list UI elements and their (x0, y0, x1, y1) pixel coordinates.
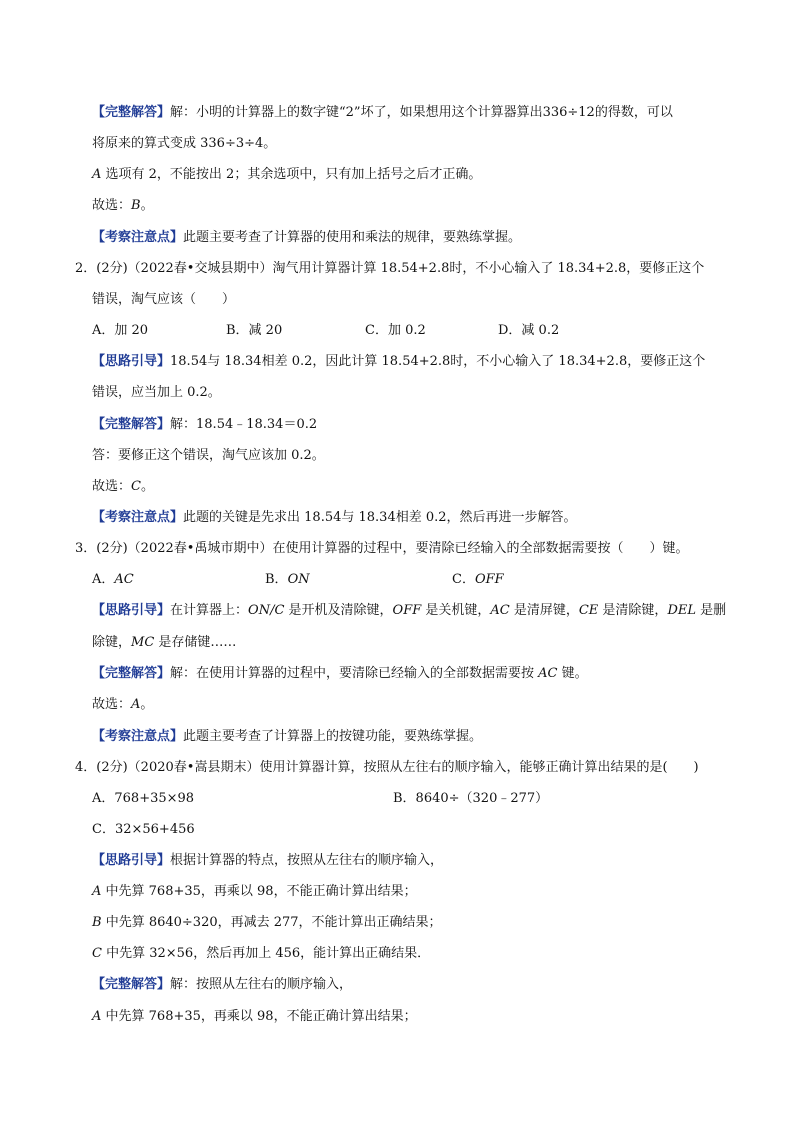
section-tag: 【完整解答】 (92, 105, 171, 120)
q3-option-b-text: ON (287, 572, 310, 587)
text-span: 此题主要考查了计算器上的按键功能，要熟练掌握。 (183, 729, 483, 744)
section-tag: 【考察注意点】 (92, 230, 184, 245)
text-line (92, 696, 153, 714)
text-line (92, 821, 195, 839)
q3-option-a (92, 571, 134, 589)
text-line (92, 914, 442, 932)
text-span: 是关机键， (421, 603, 491, 618)
italic-term: A (92, 167, 102, 182)
text-span: 中先算 8640÷320，再减去 277，不能计算出正确结果； (101, 915, 442, 930)
text-line (92, 135, 276, 153)
text-span: 3．(2分)（2022春•禹城市期中）在使用计算器的过程中，要清除已经输入的全部数据需要按（ ）键。 (75, 541, 689, 556)
text-line (92, 104, 673, 122)
q4-option-b: B．8640÷（320﹣277） (393, 791, 549, 806)
text-line (92, 852, 443, 870)
text-line (92, 945, 430, 963)
section-tag: 【思路引导】 (92, 853, 171, 868)
text-span: C．32×56+456 (92, 822, 195, 837)
section-tag: 【完整解答】 (92, 977, 171, 992)
text-line (92, 416, 317, 434)
text-span: 在计算器上： (170, 603, 249, 618)
section-tag: 【完整解答】 (92, 417, 171, 432)
italic-term: C (92, 946, 102, 961)
text-span: 中先算 768+35，再乘以 98，不能正确计算出结果； (101, 1009, 417, 1024)
section-tag: 【完整解答】 (92, 666, 171, 681)
text-line (75, 759, 699, 777)
text-span: 解：在使用计算器的过程中，要清除已经输入的全部数据需要按 (170, 666, 539, 681)
text-line (92, 634, 236, 652)
q2-option-b: B．减 20 (226, 323, 283, 338)
text-line (75, 260, 704, 278)
text-line (92, 665, 588, 683)
text-span: 是清除键， (598, 603, 668, 618)
italic-term: OFF (392, 603, 422, 618)
text-line (92, 384, 221, 402)
text-span: 解：按照从左往右的顺序输入， (170, 977, 353, 992)
text-line (92, 602, 726, 620)
text-line (92, 353, 705, 371)
text-span: 此题的关键是先求出 18.54与 18.34相差 0.2，然后再进一步解答。 (183, 510, 577, 525)
text-span: 。 (140, 697, 154, 712)
text-line (92, 197, 154, 215)
italic-term: MC (131, 635, 155, 650)
text-span: 除键， (92, 635, 132, 650)
q3-option-c-text: OFF (474, 572, 504, 587)
q3-option-c-letter: C． (452, 572, 475, 587)
italic-term: A (131, 697, 141, 712)
text-span: 2．(2分)（2022春•交城县期中）淘气用计算器计算 18.54+2.8时，不小心输入了 18.34+2.8，要修正这个 (75, 261, 705, 276)
text-span: 18.54与 18.34相差 0.2，因此计算 18.54+2.8时，不小心输入了 18.34+2.8，要修正这个 (170, 354, 706, 369)
q3-option-a-text: AC (114, 572, 134, 587)
italic-term: A (92, 1009, 102, 1024)
text-span: 将原来的算式变成 336÷3÷4。 (92, 136, 277, 151)
text-line (92, 229, 521, 247)
italic-term: C (131, 479, 141, 494)
italic-term: AC (490, 603, 510, 618)
text-span: 。 (140, 479, 154, 494)
italic-term: B (92, 915, 102, 930)
q2-option-a: A．加 20 (92, 323, 149, 338)
text-span: 是清屏键， (509, 603, 579, 618)
text-span: 4．(2分)（2020春•嵩县期末）使用计算器计算，按照从左往右的顺序输入，能够正确计算出结果的是( ) (75, 760, 699, 775)
text-span: 是删 (695, 603, 727, 618)
text-span: 根据计算器的特点，按照从左往右的顺序输入， (170, 853, 444, 868)
text-line (92, 728, 482, 746)
text-line (92, 509, 577, 527)
section-tag: 【考察注意点】 (92, 729, 184, 744)
italic-term: B (131, 198, 141, 213)
text-span: 中先算 32×56，然后再加上 456，能计算出正确结果． (101, 946, 431, 961)
text-span: 此题主要考查了计算器的使用和乘法的规律，要熟练掌握。 (183, 230, 522, 245)
text-span: 错误，应当加上 0.2。 (92, 385, 221, 400)
section-tag: 【考察注意点】 (92, 510, 184, 525)
q3-option-a-letter: A． (92, 572, 115, 587)
text-line (92, 447, 325, 465)
italic-term: AC (538, 666, 558, 681)
text-span: 故选： (92, 479, 132, 494)
text-span: 故选： (92, 697, 132, 712)
q3-option-b (265, 571, 310, 589)
q3-option-c (452, 571, 504, 589)
italic-term: DEL (667, 603, 696, 618)
text-span: 选项有 2，不能按出 2；其余选项中，只有加上括号之后才正确。 (101, 167, 482, 182)
italic-term: CE (578, 603, 599, 618)
text-line (92, 291, 235, 309)
text-span: 解：18.54﹣18.34＝0.2 (170, 417, 318, 432)
q4-option-a: A．768+35×98 (92, 791, 195, 806)
text-line (92, 976, 352, 994)
text-span: 。 (140, 198, 154, 213)
text-line (92, 883, 417, 901)
section-tag: 【思路引导】 (92, 354, 171, 369)
text-line (92, 1008, 417, 1026)
text-line (92, 166, 481, 184)
text-line (92, 478, 154, 496)
text-span: 答：要修正这个错误，淘气应该加 0.2。 (92, 448, 325, 463)
text-span: 中先算 768+35，再乘以 98，不能正确计算出结果； (101, 884, 417, 899)
italic-term: ON/C (248, 603, 285, 618)
q3-option-b-letter: B． (265, 572, 288, 587)
q2-option-d: D．减 0.2 (498, 323, 560, 338)
text-span: 键。 (557, 666, 588, 681)
text-span: 是存储键…… (154, 635, 237, 650)
text-span: 是开机及清除键， (284, 603, 393, 618)
italic-term: A (92, 884, 102, 899)
text-span: 错误，淘气应该（ ） (92, 292, 236, 307)
q2-option-c: C．加 0.2 (365, 323, 426, 338)
text-span: 解：小明的计算器上的数字键“2”坏了，如果想用这个计算器算出336÷12的得数，可以 (170, 105, 673, 120)
text-span: 故选： (92, 198, 132, 213)
text-line (75, 540, 688, 558)
section-tag: 【思路引导】 (92, 603, 171, 618)
